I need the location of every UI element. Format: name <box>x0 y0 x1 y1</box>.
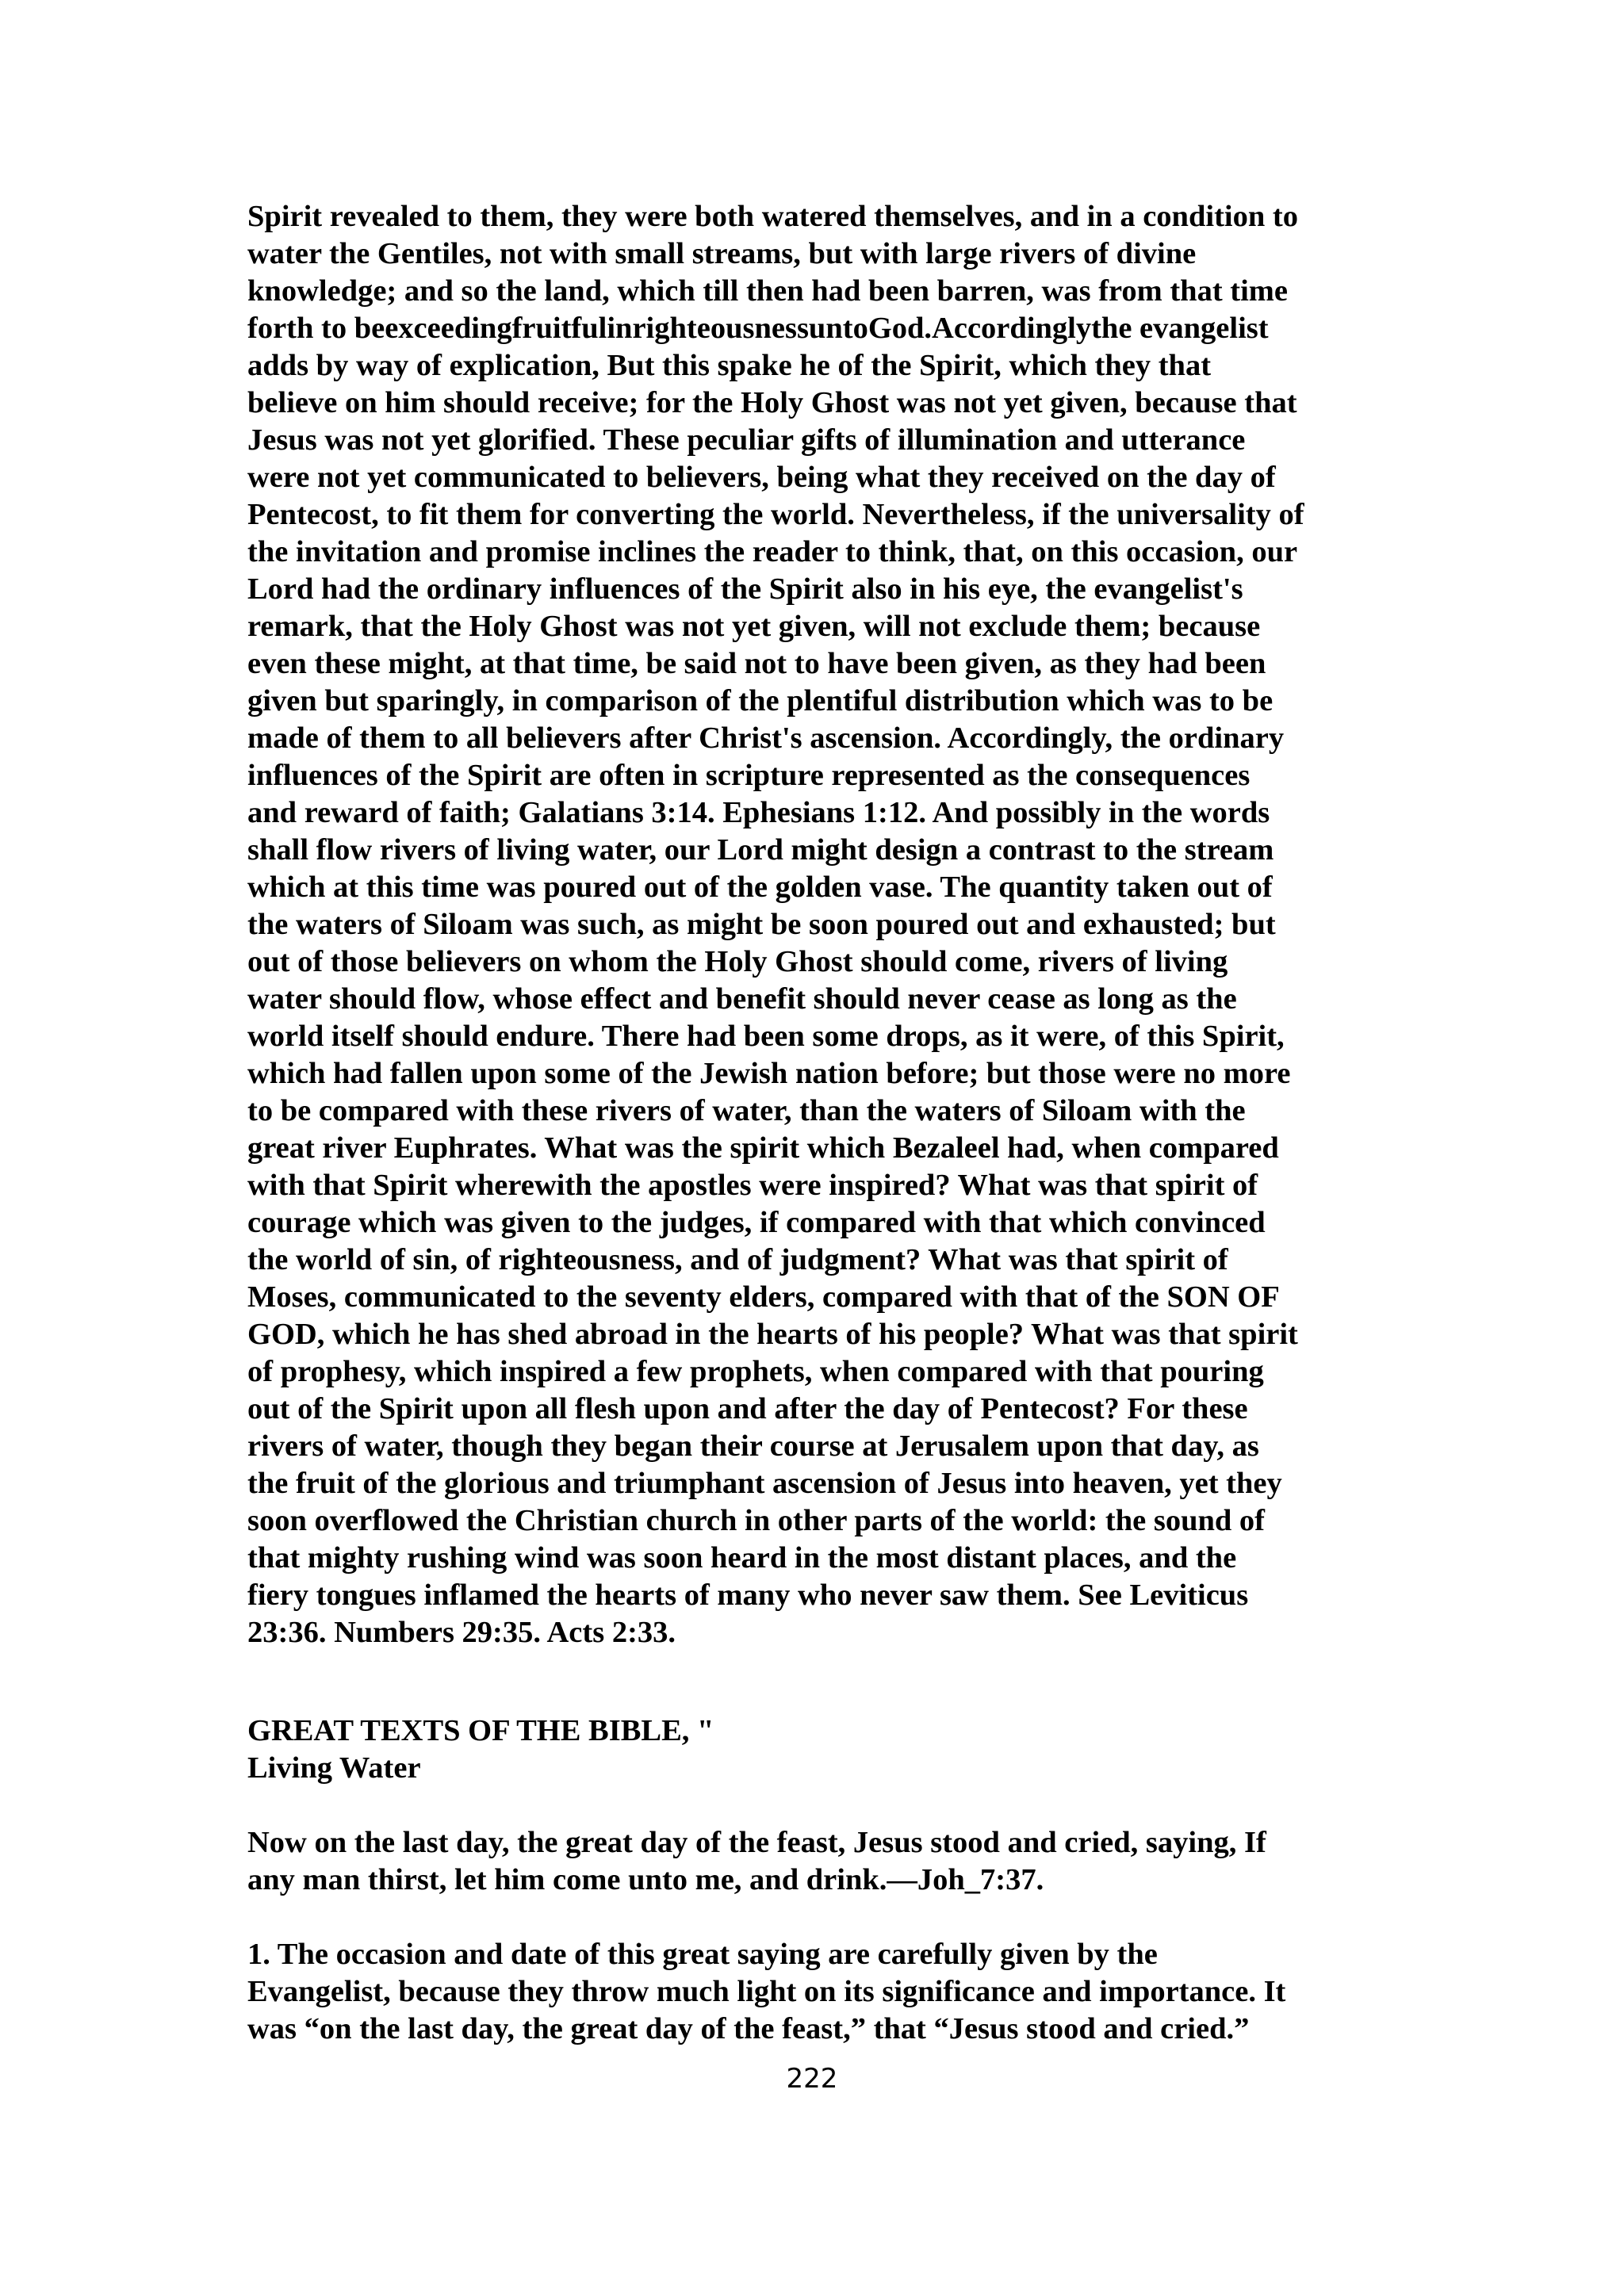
text-line: out of the Spirit upon all flesh upon and after the day of Pentecost? For these <box>247 1392 1248 1425</box>
text-line: Pentecost, to fit them for converting the world. Nevertheless, if the universality of <box>247 498 1304 531</box>
numbered-paragraph <box>247 1936 1381 2048</box>
text-line: the waters of Siloam was such, as might be soon poured out and exhausted; but <box>247 908 1276 941</box>
page-number: 222 <box>786 2063 838 2095</box>
text-line: were not yet communicated to believers, being what they received on the day of <box>247 461 1276 494</box>
text-line: Evangelist, because they throw much light on its significance and importance. It <box>247 1975 1286 2008</box>
text-line: to be compared with these rivers of water, than the waters of Siloam with the <box>247 1094 1246 1127</box>
text-line: and reward of faith; Galatians 3:14. Ephesians 1:12. And possibly in the words <box>247 796 1270 829</box>
section-heading <box>247 1712 1381 1787</box>
text-line: was “on the last day, the great day of the feast,” that “Jesus stood and cried.” <box>247 2012 1250 2045</box>
text-line: Moses, communicated to the seventy elders, compared with that of the SON OF <box>247 1280 1280 1314</box>
text-line: rivers of water, though they began their course at Jerusalem upon that day, as <box>247 1429 1259 1463</box>
text-line: remark, that the Holy Ghost was not yet given, will not exclude them; because <box>247 610 1261 643</box>
text-line: Now on the last day, the great day of the feast, Jesus stood and cried, saying, If <box>247 1826 1266 1859</box>
text-line: Jesus was not yet glorified. These peculiar gifts of illumination and utterance <box>247 423 1246 457</box>
heading-subtitle: Living Water <box>247 1751 421 1785</box>
text-line: great river Euphrates. What was the spirit which Bezaleel had, when compared <box>247 1131 1279 1165</box>
body-text <box>247 198 1381 1651</box>
text-line: out of those believers on whom the Holy Ghost should come, rivers of living <box>247 945 1228 978</box>
text-line: even these might, at that time, be said not to have been given, as they had been <box>247 647 1266 680</box>
text-line: forth to beexceedingfruitfulinrighteousnessuntoGod.Accordinglythe evangelist <box>247 312 1269 345</box>
text-line: 23:36. Numbers 29:35. Acts 2:33. <box>247 1616 676 1649</box>
text-line: the world of sin, of righteousness, and of judgment? What was that spirit of <box>247 1243 1228 1276</box>
text-line: believe on him should receive; for the Holy Ghost was not yet given, because that <box>247 386 1297 419</box>
text-line: soon overflowed the Christian church in other parts of the world: the sound of <box>247 1504 1266 1537</box>
text-line: that mighty rushing wind was soon heard in the most distant places, and the <box>247 1541 1237 1575</box>
heading-title: GREAT TEXTS OF THE BIBLE, " <box>247 1714 714 1747</box>
text-line: any man thirst, let him come unto me, and drink.—Joh_7:37. <box>247 1863 1044 1896</box>
text-line: which at this time was poured out of the golden vase. The quantity taken out of <box>247 871 1273 904</box>
text-line: knowledge; and so the land, which till then had been barren, was from that time <box>247 274 1288 308</box>
text-line: made of them to all believers after Christ's ascension. Accordingly, the ordinary <box>247 721 1285 755</box>
text-line: shall flow rivers of living water, our Lord might design a contrast to the stream <box>247 833 1274 867</box>
text-line: with that Spirit wherewith the apostles were inspired? What was that spirit of <box>247 1169 1258 1202</box>
text-line: which had fallen upon some of the Jewish nation before; but those were no more <box>247 1057 1291 1090</box>
text-line: fiery tongues inflamed the hearts of many who never saw them. See Leviticus <box>247 1578 1249 1612</box>
text-line: 1. The occasion and date of this great saying are carefully given by the <box>247 1938 1158 1971</box>
text-line: Spirit revealed to them, they were both watered themselves, and in a condition to <box>247 200 1298 233</box>
text-line: courage which was given to the judges, if compared with that which convinced <box>247 1206 1266 1239</box>
scripture-verse <box>247 1824 1381 1899</box>
text-line: influences of the Spirit are often in scripture represented as the consequences <box>247 759 1251 792</box>
text-line: world itself should endure. There had been some drops, as it were, of this Spirit, <box>247 1020 1285 1053</box>
text-line: Lord had the ordinary influences of the Spirit also in his eye, the evangelist's <box>247 572 1243 606</box>
text-line: adds by way of explication, But this spake he of the Spirit, which they that <box>247 349 1212 382</box>
text-line: the fruit of the glorious and triumphant ascension of Jesus into heaven, yet they <box>247 1467 1282 1500</box>
text-line: water the Gentiles, not with small streams, but with large rivers of divine <box>247 237 1197 270</box>
text-line: the invitation and promise inclines the reader to think, that, on this occasion, our <box>247 535 1298 568</box>
text-line: water should flow, whose effect and benefit should never cease as long as the <box>247 982 1237 1016</box>
text-line: given but sparingly, in comparison of the plentiful distribution which was to be <box>247 684 1274 718</box>
text-line: of prophesy, which inspired a few prophets, when compared with that pouring <box>247 1355 1264 1388</box>
text-line: GOD, which he has shed abroad in the hearts of his people? What was that spirit <box>247 1318 1298 1351</box>
